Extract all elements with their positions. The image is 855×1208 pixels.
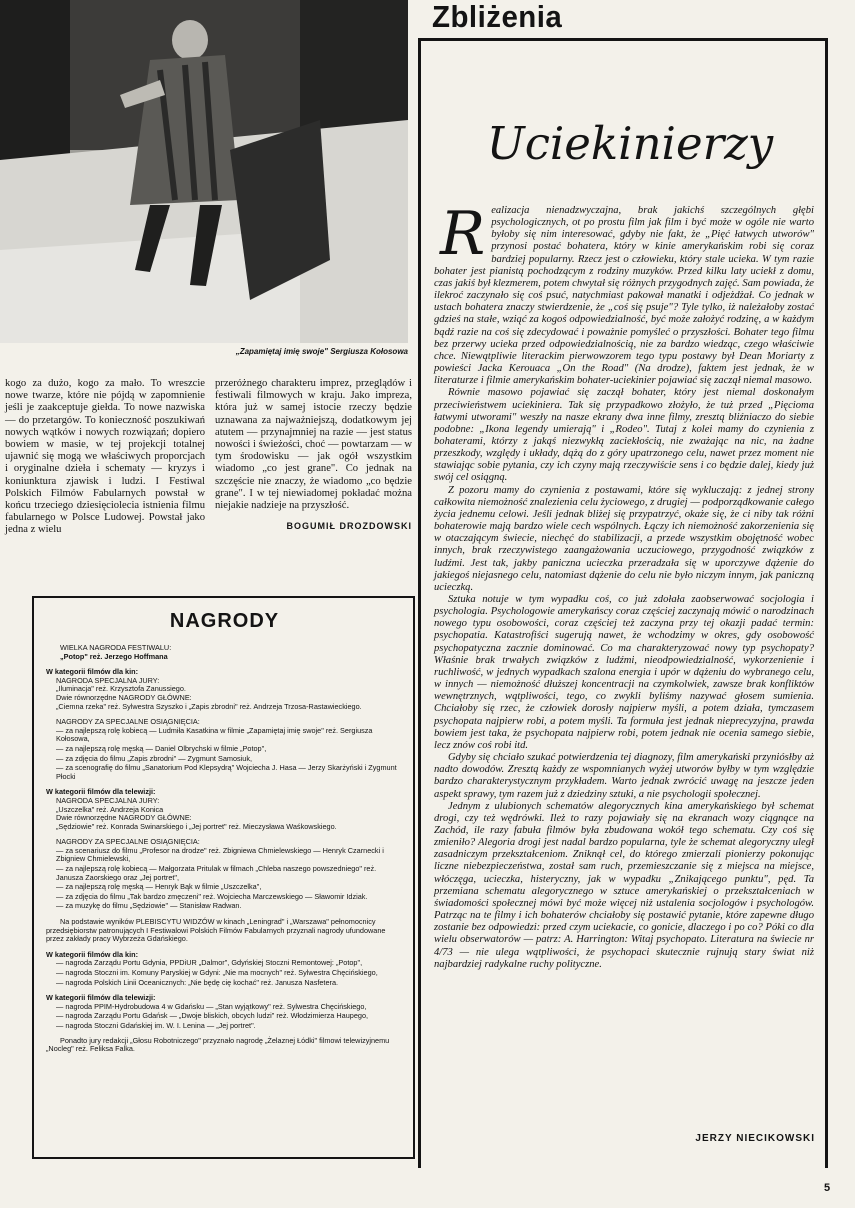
list-item: — nagroda Stoczni im. Komuny Paryskiej w Gdyni: „Nie ma mocnych" reż. Sylwestra Chęcińskiego, bbox=[56, 968, 378, 977]
article-paragraph: Gdyby się chciało szukać potwierdzenia tej diagnozy, film amerykański przyniósłby aż nadto dowodów. Zresztą każdy ze wspomnianych wyżej utworów byłby w tym względzie bardzo charakterystycznym przykładem. Warto jednak zwrócić uwagę na jeszcze jeden aspekt sprawy, tym razem już z dziedziny sztuki, a nie psychologii społecznej. bbox=[434, 752, 814, 800]
tv-jury-value: „Uszczelka" reż. Andrzeja Konica bbox=[56, 804, 164, 814]
list-item: — za najlepszą rolę kobiecą — Małgorzata Pritulak w filmach „Chleba naszego powszedniego" reż. Janusza Zaorskiego oraz „Jej portret", bbox=[56, 864, 377, 882]
article-author: JERZY NIECIKOWSKI bbox=[695, 1133, 815, 1144]
list-item: — za najlepszą rolę męską — Henryk Bąk w filmie „Uszczelka", bbox=[56, 882, 262, 892]
article-column-b-text: przeróżnego charakteru imprez, przeglądów i festiwali filmowych w kraju. Jako impreza, która już w samej istocie rzeczy będzie uznawana za najważniejszą, dodatkowym jej atutem — przynajmniej na razie — jest status nowości i świeżości, choć — powtarzam — w tym środowisku — jak ogół wszystkim wiadomo „co jest grane". Co jednak na szczęście nie znaczy, że wiadomo „co będzie grane". I w tej niewiadomej pokładać można niejakie nadzieje na przyszłość. bbox=[215, 378, 412, 512]
list-item: — za zdjęcia do filmu „Zapis zbrodni" — Zygmunt Samosiuk, bbox=[56, 753, 253, 763]
tv-jury-label: NAGRODA SPECJALNA JURY: bbox=[56, 795, 160, 805]
two-main-label: Dwie równorzędne NAGRODY GŁÓWNE: bbox=[56, 692, 192, 702]
grand-prize-label: WIELKA NAGRODA FESTIWALU: bbox=[60, 643, 172, 652]
plebiscite-tv-list bbox=[46, 1003, 403, 1031]
article-body bbox=[434, 199, 814, 971]
article-paragraph-lead bbox=[434, 199, 814, 387]
header-rule bbox=[418, 38, 828, 41]
cinema-category-header: W kategorii filmów dla kin: bbox=[46, 667, 139, 677]
jury-special-label: NAGRODA SPECJALNA JURY: bbox=[56, 675, 160, 685]
tv-achievements-list bbox=[46, 847, 403, 911]
closing-paragraph: Ponadto jury redakcji „Głosu Robotniczego" przyznało nagrodę „Żelaznej Łódki" filmowi telewizyjnemu „Nocleg" reż. Feliksa Falka. bbox=[46, 1035, 390, 1054]
tv-two-main-value: „Sędziowie" reż. Konrada Swinarskiego i „Jej portret" reż. Mieczysława Waśkowskiego. bbox=[56, 821, 337, 831]
special-achievements-label: NAGRODY ZA SPECJALNE OSIĄGNIĘCIA: bbox=[56, 717, 200, 727]
list-item: — nagroda PPIM-Hydrobudowa 4 w Gdańsku — „Stan wyjątkowy" reż. Sylwestra Chęcińskiego, bbox=[56, 1001, 367, 1011]
list-item: — za najlepszą rolę męską — Daniel Olbrychski w filmie „Potop", bbox=[56, 743, 267, 753]
tv-category-header: W kategorii filmów dla telewizji: bbox=[46, 787, 156, 797]
article-title: Uciekinierzy bbox=[486, 117, 774, 170]
list-item: — za scenariusz do filmu „Profesor na drodze" reż. Zbigniewa Chmielewskiego — Henryk Czarnecki i Zbigniew Chmielewski, bbox=[56, 845, 384, 864]
list-item: — nagroda Zarządu Portu Gdynia, PPDiUR „Dalmor", Gdyńskiej Stoczni Remontowej: „Potop", bbox=[56, 958, 363, 968]
list-item: — za zdjęcia do filmu „Tak bardzo zmęczeni" reż. Wojciecha Marczewskiego — Sławomir Idziak. bbox=[56, 891, 368, 901]
tv-two-main-label: Dwie równorzędne NAGRODY GŁÓWNE: bbox=[56, 813, 192, 823]
article-paragraph: Z pozoru mamy do czynienia z postawami, które się wykluczają: z jednej strony całkowita niemożność znalezienia celu życiowego, z drugiej — podporządkowanie całego życia jednemu celowi. Jeśli jednak bliżej się przypatrzyć, okaże się, że ci niby tak różni bohaterowie mają bardzo wiele cech wspólnych. Łączy ich niemożność zakorzenienia się w otaczającym świecie, niechęć do stabilizacji, a przede wszystkim obojętność wobec innych, brak rzeczywistego zaangażowania uczuciowego, przygodność związków z ludźmi. Jest tak, jakby paniczna ucieczka przeradzała się w uporczywe dążenie do jakiegoś niejasnego celu, natomiast dążenie do celu nie było niczym innym, jak paniczną ucieczką. bbox=[434, 484, 814, 593]
plebiscite-paragraph: Na podstawie wyników PLEBISCYTU WIDZÓW w kinach „Leningrad" i „Warszawa" pełnomocnicy przedsiębiorstw patronujących I Festiwalowi Polskich Filmów Fabularnych przyznali nagrody ufundowane przez zakłady pracy Wybrzeża Gdańskiego. bbox=[46, 917, 386, 944]
list-item: — nagroda Stoczni Gdańskiej im. W. I. Lenina — „Jej portret". bbox=[56, 1020, 256, 1030]
article-column-a: kogo za dużo, kogo za mało. To wreszcie nowe twarze, które nie pójdą w zapomnienie jeśli je zaakceptuje giełda. To nowe nazwiska — do przetargów. To konieczność poszukiwań nowych wątków i nowych rozwiązań; dopiero bowiem w masie, w tej projekcji totalnej ujawnić się mogą we właściwych proporcjach i oryginalne dzieła i schematy — kryzys i koniunktura zjawisk i ludzi. I Festiwal Polskich Filmów Fabularnych powstał w końcu trzeciego dziesięciolecia istnienia filmu fabularnego w Polsce Ludowej. Powstał jako jedna z wielu bbox=[5, 378, 205, 536]
article-paragraph: Równie masowo pojawiać się zaczął bohater, który jest niemal doskonałym przeciwieństwem uciekiniera. Tak się przypadkowo złożyło, że tuż przed „Pięcioma łatwymi utworami" weszły na nasze ekrany dwa inne filmy, zresztą bliźniaczo do siebie podobne: „Ikona legendy umierają" i „Rodeo". Tutaj z kolei mamy do czynienia z bohaterami, którzy z jakąś niezwykłą zaciekłością, nie zważając na nic, na żadne przeszkody, względy i układy, dążą do z góry upatrzonego celu, nawet przez moment nie stawiając sobie pytania, czy ich czyny mają rzeczywiście sens i co będzie dalej, kiedy już swój cel osiągną. bbox=[434, 387, 814, 484]
photo-caption: „Zapamiętaj imię swoje" Sergiusza Kołosowa bbox=[235, 347, 408, 356]
plebiscite-cinema-list bbox=[46, 959, 403, 987]
grand-prize-value: „Potop" reż. Jerzego Hoffmana bbox=[60, 651, 168, 661]
article-paragraph-text: ealizacja nienadzwyczajna, brak jakichś szczególnych głębi psychologicznych, ot po prostu film jak film i być może w ogóle nie warto byłoby się nim interesować, gdyby nie fakt, że „Pięć łatwych utworów" przynosi postać bohatera, który w kinie amerykańskim robi się coraz bardziej popularny. Rzecz jest o człowieku, który stale ucieka. W tym razie bohater jest pianistą pochodzącym z rodziny muzyków. Przed kilku laty uciekł z domu, czas jakiś był klezmerem, potem chwytał się różnych przygodnych zajęć. Sam powiada, że ilekroć zaczynało się coś psuć, natychmiast pakował manatki i odjeżdżał. Co jednak w ustach bohatera znaczy stwierdzenie, że „coś się psuje"? Tyle tylko, iż należałoby zostać gdzieś na stałe, wziąć za kogoś odpowiedzialność, być może założyć rodzinę, a w każdym bądź razie na coś się zdecydować i poważnie pomyśleć o przyszłości. Bohater tego filmu bez przerwy ucieka przed odpowiedzialnością, nie za bardzo wiedząc, czego właściwie chce. Niewątpliwie literackim pierwowzorem tego typu postawy był Dean Moriarty z powieści Jacka Kerouaca „On the Road" (Na drodze), faktem jest jednak, że w literaturze i filmie amerykańskim bohater-uciekinier pojawiać się zaczął niemal masowo. bbox=[434, 205, 814, 387]
list-item: — za scenografię do filmu „Sanatorium Pod Klepsydrą" Wojciecha J. Hasa — Jerzy Skarżyński i Zygmunt Płocki bbox=[56, 763, 397, 781]
tv-achievements-label: NAGRODY ZA SPECJALNE OSIĄGNIĘCIA: bbox=[56, 837, 200, 847]
two-main-value: „Ciemna rzeka" reż. Sylwestra Szyszko i „Zapis zbrodni" reż. Andrzeja Trzosa-Rastawieckiego. bbox=[56, 701, 362, 711]
article-column-b bbox=[215, 378, 412, 532]
drop-cap: R bbox=[440, 199, 486, 269]
film-still-illustration bbox=[0, 0, 408, 343]
author-signature: BOGUMIŁ DROZDOWSKI bbox=[286, 521, 412, 532]
awards-box bbox=[32, 596, 415, 1159]
awards-title: NAGRODY bbox=[169, 610, 280, 632]
section-title: Zbliżenia bbox=[432, 0, 563, 34]
list-item: — nagroda Zarządu Portu Gdańsk — „Dwoje bliskich, obcych ludzi" reż. Włodzimierza Haupego, bbox=[56, 1011, 369, 1021]
cinema-achievements-list bbox=[46, 727, 403, 782]
plebiscite-tv-header: W kategorii filmów dla telewizji: bbox=[46, 993, 156, 1003]
article-paragraph: Jednym z ulubionych schematów alegorycznych kina amerykańskiego był schemat drogi, czy też wędrówki. Ileż to razy pojawiały się na ekranach wozy ciągnące na Zachód, ile razy fabuła filmów była zbudowana wokół tego schematu. Czy coś się zmieniło? Alegoria drogi jest nadal bardzo popularna, tyle że schemat alegoryczny uległ zasadniczym przekształceniom. Zniknął cel, do którego zmierzali pionierzy pokonując liczne niebezpieczeństwa, został sam ruch, przemieszczanie się z miejsca na miejsce, włóczęga, ucieczka, histeryczny, jak w wypadku „Znikającego punktu", pęd. Ta przemiana schematu alegorycznego w sztuce amerykańskiej o przekształceniach w świadomości społecznej mówi być może więcej niż ustalenia socjologów i psychologów. Patrząc na te filmy i ich bohaterów chciałoby się postawić pytanie, które zapewne długo zostanie bez odpowiedzi: przed czym uciekacie, co gonicie, dlaczego i po co? Póki co dla wielu obserwatorów — patrz: A. Harrington: Witaj psychopato. Literatura na świecie nr 4/73 — nie ulega wątpliwości, że psychopaci skutecznie rujnują stary świat niż najbardziej radykalne ruchy polityczne. bbox=[434, 800, 814, 970]
film-still-photo bbox=[0, 0, 408, 343]
plebiscite-cinema-header: W kategorii filmów dla kin: bbox=[46, 949, 139, 959]
list-item: — nagroda Polskich Linii Oceanicznych: „Nie będę cię kochać" reż. Janusza Nasfetera. bbox=[56, 977, 339, 987]
jury-special-value: „Iluminacja" reż. Krzysztofa Zanussiego. bbox=[56, 684, 186, 694]
list-item: — za najlepszą rolę kobiecą — Ludmiła Kasatkina w filmie „Zapamiętaj imię swoje" reż. Sergiusza Kołosowa, bbox=[56, 725, 373, 744]
list-item: — za muzykę do filmu „Sędziowie" — Stanisław Radwan. bbox=[56, 901, 242, 911]
article-paragraph: Sztuka notuje w tym wypadku coś, co już zdołała zaobserwować socjologia i psychologia. Psychologowie amerykańscy coraz częściej zaczynają mówić o narodzinach nowego typu osobowości, coraz częściej też zaczyna przy tej okazji padać termin: psychopatia. Katastrofiści sugerują nawet, że wchodzimy w okres, gdy osobowość psychopatyczna zacznie dominować. Co ma charakteryzować nowy typ psychopaty? Właśnie brak trwałych związków z ludźmi, nieodpowiedzialność, wykorzenienie i ruchliwość, w jednych wypadkach szalona energia i upór w dążeniu do wybranego celu, w innych — niemożność dłuższej koncentracji na czymkolwiek, zawsze brak konfliktów wewnętrznych, wątpliwości, tego, co zwykli byliśmy nazywać głosem sumienia. Chciałoby się rzec, że człowiek dorosły najpierw myśli, a potem działa, tymczasem psychopata najpierw robi, a potem myśli. Ta formuła jest jednak nieprecyzyjna, prawda bowiem jest taka, że psychopata najpierw robi, potem jednak nie ocenia samego siebie, lecz znów coś robi itd. bbox=[434, 594, 814, 751]
page-number: 5 bbox=[824, 1182, 831, 1194]
